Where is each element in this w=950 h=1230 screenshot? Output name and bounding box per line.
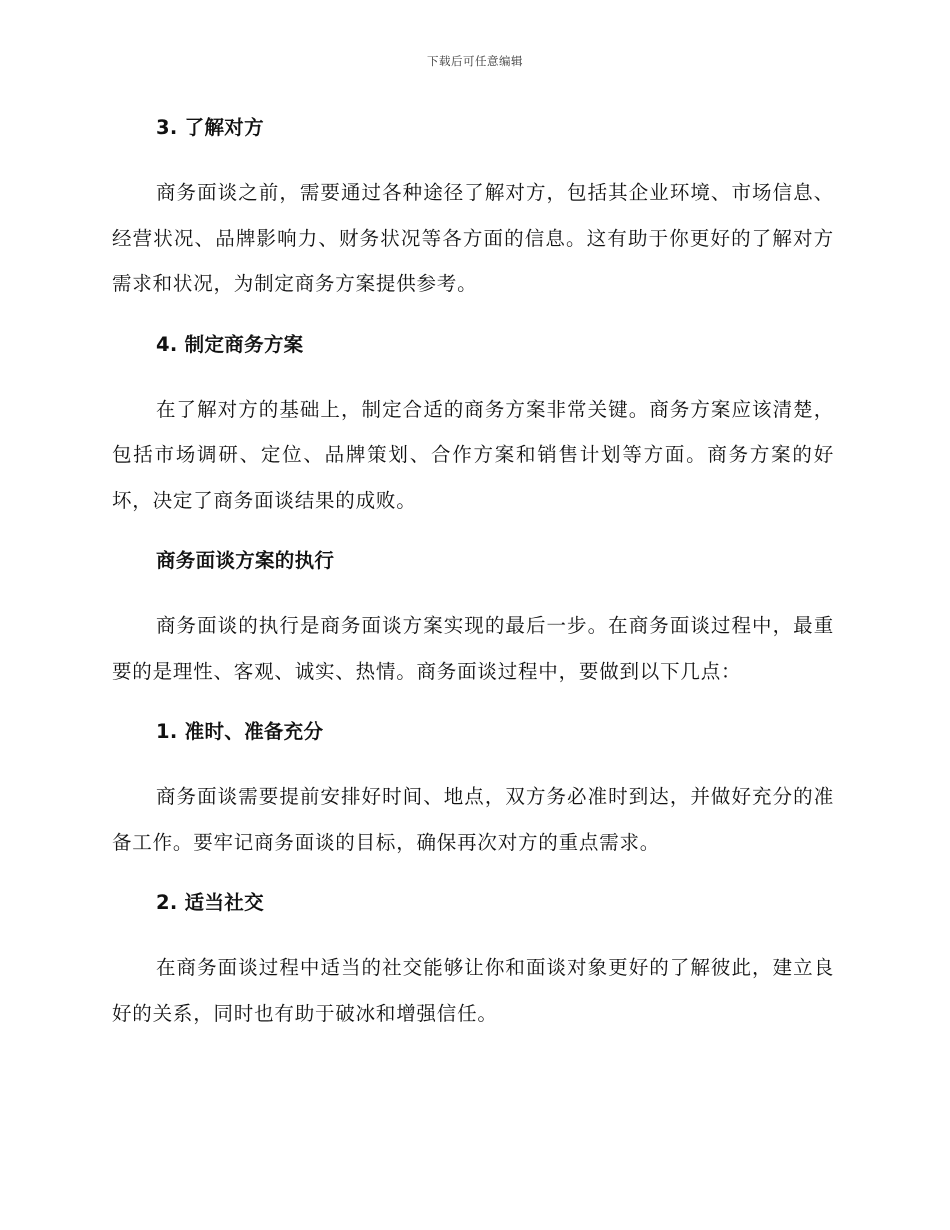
page-header: 下载后可任意编辑 xyxy=(427,54,523,68)
section-heading-social: 2. 适当社交 xyxy=(156,891,264,914)
section-heading-understand-counterpart: 3. 了解对方 xyxy=(156,116,264,139)
section-paragraph-plan-execution: 商务面谈的执行是商务面谈方案实现的最后一步。在商务面谈过程中，最重要的是理性、客观、诚实、热情。商务面谈过程中，要做到以下几点： xyxy=(112,614,834,683)
section-heading-business-plan: 4. 制定商务方案 xyxy=(156,332,304,356)
section-paragraph-punctual-prepared: 商务面谈需要提前安排好时间、地点，双方务必准时到达，并做好充分的准备工作。要牢记商务面谈的目标，确保再次对方的重点需求。 xyxy=(112,785,834,854)
section-paragraph-business-plan: 在了解对方的基础上，制定合适的商务方案非常关键。商务方案应该清楚，包括市场调研、定位、品牌策划、合作方案和销售计划等方面。商务方案的好坏，决定了商务面谈结果的成败。 xyxy=(112,397,834,512)
document-body xyxy=(112,112,834,1036)
section-paragraph-social: 在商务面谈过程中适当的社交能够让你和面谈对象更好的了解彼此，建立良好的关系，同时也有助于破冰和增强信任。 xyxy=(112,956,834,1025)
section-heading-punctual-prepared: 1. 准时、准备充分 xyxy=(156,720,324,743)
section-heading-plan-execution: 商务面谈方案的执行 xyxy=(156,549,335,572)
section-paragraph-understand-counterpart: 商务面谈之前，需要通过各种途径了解对方，包括其企业环境、市场信息、经营状况、品牌影响力、财务状况等各方面的信息。这有助于你更好的了解对方需求和状况，为制定商务方案提供参考。 xyxy=(112,181,834,295)
